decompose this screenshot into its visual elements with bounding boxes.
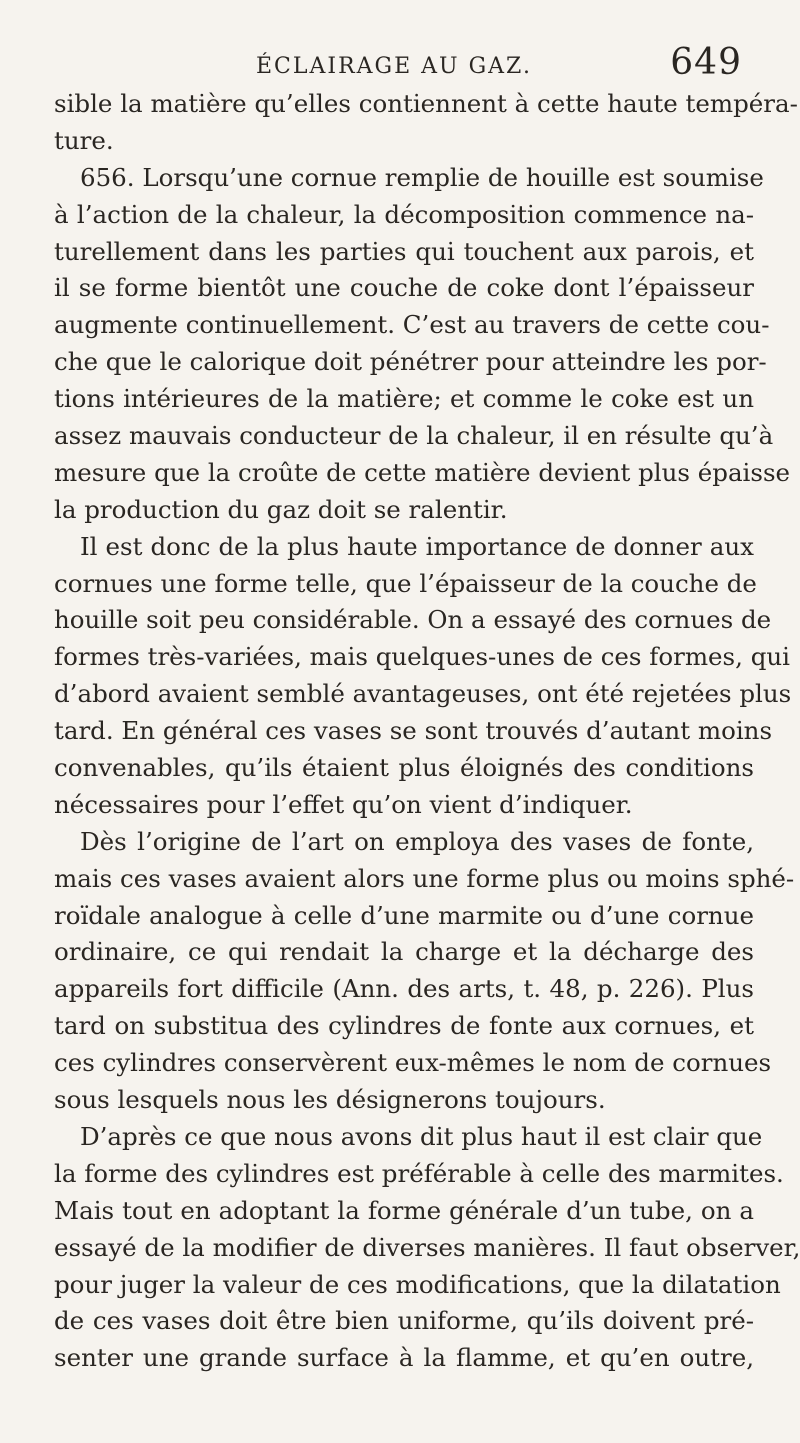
- text-line: d’abord avaient semblé avantageuses, ont été rejetées plus: [54, 679, 792, 709]
- text-line: pour juger la valeur de ces modifications, que la dilatation: [54, 1269, 781, 1299]
- text-line: D’après ce que nous avons dit plus haut il est clair que: [80, 1121, 763, 1151]
- text-line: Il est donc de la plus haute importance de donner aux: [80, 531, 754, 561]
- text-line: il se forme bientôt une couche de coke dont l’épaisseur: [54, 273, 754, 303]
- text-line: senter une grande surface à la flamme, et qu’en outre,: [54, 1343, 754, 1373]
- text-line: sible la matière qu’elles contiennent à cette haute tempéra-: [54, 89, 798, 118]
- text-line: assez mauvais conducteur de la chaleur, il en résulte qu’à: [54, 421, 774, 451]
- text-line: 656. Lorsqu’une cornue remplie de houille est soumise: [80, 162, 764, 192]
- page-number: 649: [670, 42, 742, 83]
- text-line: la production du gaz doit se ralentir.: [54, 494, 508, 524]
- text-line: ture.: [54, 125, 114, 155]
- running-title: ÉCLAIRAGE AU GAZ.: [256, 54, 532, 79]
- text-line: sous lesquels nous les désignerons toujours.: [54, 1085, 606, 1115]
- text-line: la forme des cylindres est préférable à celle des marmites.: [54, 1158, 784, 1188]
- text-line: mesure que la croûte de cette matière devient plus épaisse: [54, 457, 791, 487]
- text-line: formes très-variées, mais quelques-unes de ces formes, qui: [54, 642, 790, 672]
- text-line: roïdale analogue à celle d’une marmite ou d’une cornue: [54, 900, 754, 930]
- text-line: nécessaires pour l’effet qu’on vient d’indiquer.: [54, 789, 633, 819]
- text-line: ces cylindres conservèrent eux-mêmes le nom de cornues: [54, 1048, 772, 1078]
- text-line: turellement dans les parties qui touchent aux parois, et: [54, 236, 754, 266]
- text-line: Dès l’origine de l’art on employa des vases de fonte,: [80, 826, 754, 856]
- text-line: convenables, qu’ils étaient plus éloignés des conditions: [54, 753, 754, 783]
- body-text: [54, 86, 800, 1377]
- text-line: houille soit peu considérable. On a essayé des cornues de: [54, 605, 772, 635]
- text-line: à l’action de la chaleur, la décomposition commence na-: [54, 199, 754, 229]
- text-line: essayé de la modifier de diverses manières. Il faut observer,: [54, 1232, 800, 1262]
- text-line: Mais tout en adoptant la forme générale d’un tube, on a: [54, 1195, 754, 1225]
- text-line: tions intérieures de la matière; et comme le coke est un: [54, 384, 754, 414]
- text-line: tard. En général ces vases se sont trouvés d’autant moins: [54, 716, 773, 746]
- text-line: ordinaire, ce qui rendait la charge et la décharge des: [54, 937, 754, 967]
- text-line: che que le calorique doit pénétrer pour atteindre les por-: [54, 347, 767, 377]
- text-line: mais ces vases avaient alors une forme plus ou moins sphé-: [54, 863, 795, 893]
- text-line: tard on substitua des cylindres de fonte aux cornues, et: [54, 1011, 754, 1041]
- text-line: augmente continuellement. C’est au travers de cette cou-: [54, 310, 770, 340]
- text-line: appareils fort difficile (Ann. des arts, t. 48, p. 226). Plus: [54, 974, 754, 1004]
- text-line: de ces vases doit être bien uniforme, qu’ils doivent pré-: [54, 1306, 754, 1336]
- text-line: cornues une forme telle, que l’épaisseur de la couche de: [54, 568, 757, 598]
